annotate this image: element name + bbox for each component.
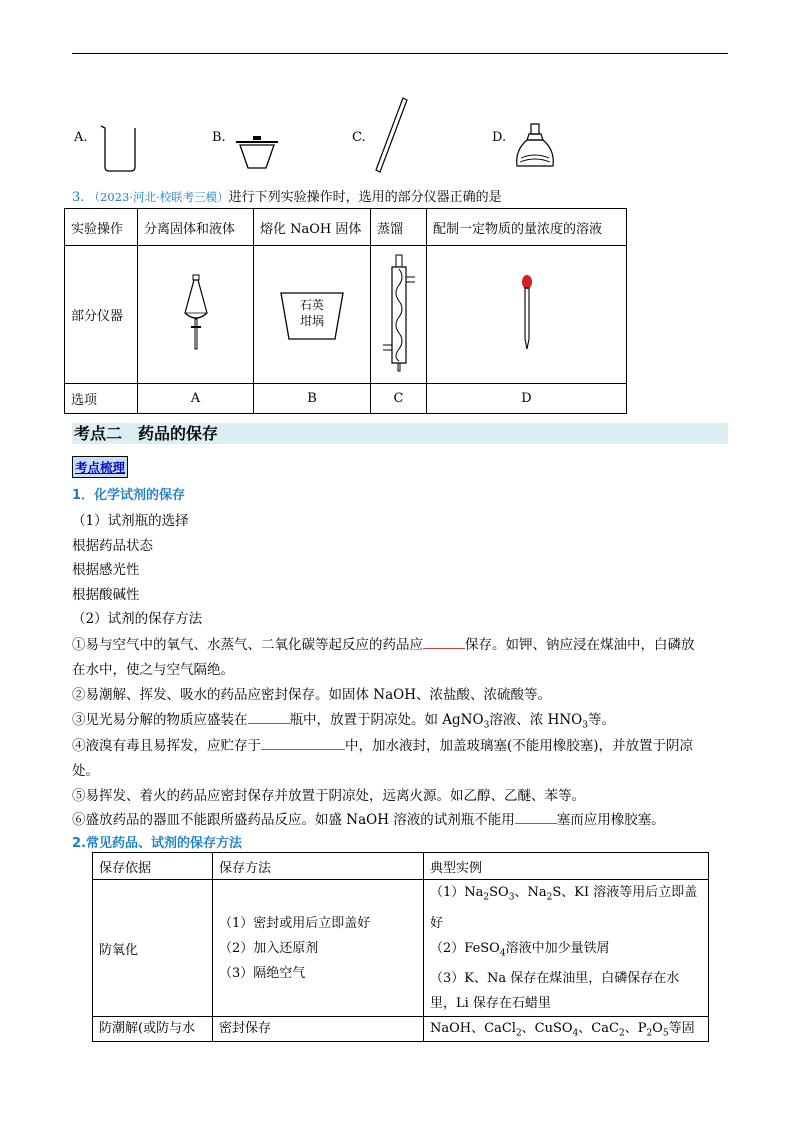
method-line: （1）密封或用后立即盖好 [219, 915, 371, 931]
option-c-label: C. [352, 130, 366, 145]
example-line: 里，Li 保存在石蜡里 [430, 996, 551, 1012]
table-cell: 保存方法 [213, 853, 424, 880]
item-6 [72, 808, 665, 828]
option-d-label: D. [492, 130, 507, 145]
item-3 [72, 708, 615, 731]
table-row [65, 384, 627, 414]
condenser-icon [379, 253, 419, 373]
question-number: 3. [72, 190, 85, 205]
text-span: 塞而应用橡胶塞。 [556, 812, 665, 828]
fill-blank [515, 810, 557, 825]
subscript: 4 [499, 948, 506, 959]
fill-blank [423, 635, 465, 650]
crucible-label-line: 石英 [299, 297, 324, 312]
table-cell: 密封保存 [213, 1017, 424, 1042]
table-row [93, 1017, 709, 1042]
option-a-label: A. [74, 130, 88, 145]
text-span: 、CuSO [521, 1021, 573, 1037]
method-line: （3）隔绝空气 [219, 965, 306, 981]
heading-2: 2.常见药品、试剂的保存方法 [72, 836, 242, 851]
table-cell [138, 246, 254, 384]
text-span: O [652, 1021, 663, 1037]
table-cell [424, 880, 709, 1017]
table-cell [424, 1017, 709, 1042]
table-row [93, 853, 709, 880]
alcohol-lamp-icon [512, 120, 558, 174]
question-3 [72, 186, 502, 205]
section-title: 考点二 药品的保存 [74, 424, 219, 443]
text-span: SO [489, 885, 509, 900]
example-line: 好 [430, 915, 444, 931]
storage-table [92, 852, 709, 1042]
table-cell: C [371, 384, 427, 414]
text-span: 溶液中加少量铁屑 [505, 940, 610, 956]
table-cell: 防氧化 [93, 880, 213, 1017]
beaker-icon [98, 122, 140, 174]
table-cell: 典型实例 [424, 853, 709, 880]
crucible-label-line: 坩埚 [299, 313, 324, 328]
example-line [430, 936, 702, 967]
text-span: 、P [624, 1021, 647, 1037]
table-cell: 蒸馏 [371, 209, 427, 246]
item-2: ②易潮解、挥发、吸水的药品应密封保存。如固体 NaOH、浓盐酸、浓硫酸等。 [72, 687, 551, 703]
text-line: 根据感光性 [72, 562, 140, 578]
text-span: 、Na [514, 885, 547, 900]
subscript: 2 [546, 892, 553, 903]
table-cell: 分离固体和液体 [138, 209, 254, 246]
table-cell [371, 246, 427, 384]
subscript: 2 [618, 1028, 625, 1039]
table-row [93, 880, 709, 1017]
item-1-cont: 在水中，使之与空气隔绝。 [72, 662, 234, 678]
text-span: ⑥盛放药品的器皿不能跟所盛药品反应。如盛 NaOH 溶液的试剂瓶不能用 [72, 812, 515, 828]
text-span: 中，加水液封，加盖玻璃塞(不能用橡胶塞)，并放置于阴凉 [345, 738, 694, 754]
subscript: 3 [508, 892, 515, 903]
text-line: 根据酸碱性 [72, 587, 140, 603]
text-span: NaOH、CaCl [430, 1021, 516, 1037]
text-line: 根据药品状态 [72, 538, 153, 554]
text-span: S、KI 溶液等用后立即盖 [552, 885, 698, 900]
table-cell: 部分仪器 [65, 246, 138, 384]
experiment-table [64, 208, 627, 414]
method-line: （2）加入还原剂 [219, 940, 319, 956]
text-span: 保存。如钾、钠应浸在煤油中，白磷放 [465, 637, 695, 653]
table-cell: D [427, 384, 627, 414]
text-span: ①易与空气中的氧气、水蒸气、二氧化碳等起反应的药品应 [72, 637, 423, 653]
text-span: ③见光易分解的物质应盛装在 [72, 712, 248, 728]
item-1 [72, 633, 695, 653]
separatory-funnel-icon [181, 273, 211, 353]
dropper-icon [517, 273, 537, 353]
table-cell: 防潮解(或防与水 [93, 1017, 213, 1042]
text-span: （2）FeSO [430, 940, 500, 956]
quartz-crucible-figure [279, 289, 345, 341]
heading-1: 1．化学试剂的保存 [72, 488, 186, 503]
subscript: 4 [572, 1028, 579, 1039]
subscript: 5 [662, 1028, 669, 1039]
table-cell: 选项 [65, 384, 138, 414]
text-span: ④液溴有毒且易挥发，应贮存于 [72, 738, 261, 754]
table-cell: A [138, 384, 254, 414]
text-span: 等固 [668, 1021, 695, 1037]
header-rule [72, 53, 728, 54]
item-4 [72, 734, 693, 754]
fill-blank [248, 710, 290, 725]
table-cell: 熔化 NaOH 固体 [254, 209, 371, 246]
item-4-cont: 处。 [72, 763, 99, 779]
text-span: 等。 [587, 712, 615, 728]
table-cell [427, 246, 627, 384]
fill-blank [261, 736, 345, 751]
table-cell: 配制一定物质的量浓度的溶液 [427, 209, 627, 246]
glass-rod-icon [370, 96, 410, 174]
subscript: 2 [515, 1028, 522, 1039]
example-line [430, 880, 702, 911]
table-cell: B [254, 384, 371, 414]
subscript: 3 [483, 720, 490, 731]
text-span: 、CaC [578, 1021, 619, 1037]
section-badge: 考点梳理 [72, 456, 128, 478]
example-line: （3）K、Na 保存在煤油里，白磷保存在水 [430, 971, 680, 987]
crucible-with-lid-icon [232, 134, 282, 172]
question-text: 进行下列实验操作时，选用的部分仪器正确的是 [228, 190, 502, 205]
crucible-label [279, 297, 345, 329]
subscript: 2 [483, 892, 490, 903]
table-cell [213, 880, 424, 1017]
table-row [65, 246, 627, 384]
subheading-2: （2）试剂的保存方法 [72, 611, 203, 627]
text-span: 溶液、浓 HNO [489, 712, 583, 728]
option-b-label: B. [212, 130, 226, 145]
question-source: （2023·河北·校联考三模） [88, 190, 229, 204]
table-row [65, 209, 627, 246]
subscript: 2 [646, 1028, 653, 1039]
table-cell: 实验操作 [65, 209, 138, 246]
text-span: 瓶中，放置于阴凉处。如 AgNO [289, 712, 484, 728]
item-5: ⑤易挥发、着火的药品应密封保存并放置于阴凉处，远离火源。如乙醇、乙醚、苯等。 [72, 788, 585, 804]
table-cell: 保存依据 [93, 853, 213, 880]
text-span: （1）Na [430, 885, 484, 900]
subscript: 3 [582, 720, 588, 731]
subheading-1: （1）试剂瓶的选择 [72, 513, 189, 529]
table-cell [254, 246, 371, 384]
